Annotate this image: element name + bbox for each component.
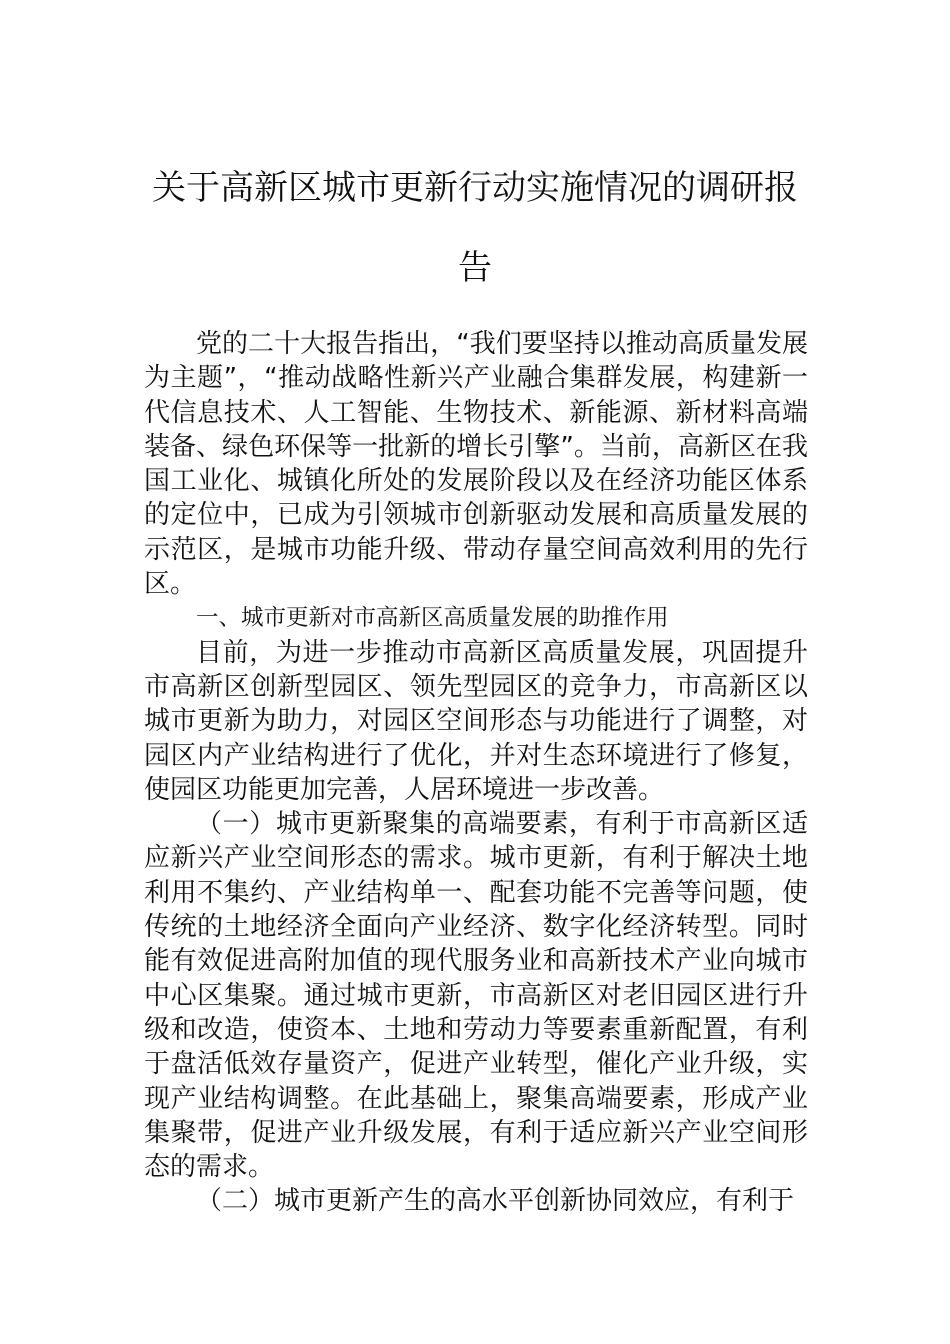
paragraph-subsection-2: （二）城市更新产生的高水平创新协同效应，有利于 — [196, 1186, 795, 1217]
paragraph-subsection-1: （一）城市更新聚集的高端要素，有利于市高新区适应新兴产业空间形态的需求。城市更新，有利于解决土地利用不集约、产业结构单一、配套功能不完善等问题，使传统的土地经济全面向产业经济、数字化经济转型。同时能有效促进高附加值的现代服务业和高新技术产业向城市中心区集聚。通过城市更新，市高新区对老旧园区进行升级和改造，使资本、土地和劳动力等要素重新配置，有利于盘活低效存量资产，促进产业转型，催化产业升级，实现产业结构调整。在此基础上，聚集高端要素，形成产业集聚带，促进产业升级发展，有利于适应新兴产业空间形态的需求。 — [144, 809, 808, 1183]
document-title: 关于高新区城市更新行动实施情况的调研报告 — [152, 168, 798, 288]
paragraph-section-1: 目前，为进一步推动市高新区高质量发展，巩固提升市高新区创新型园区、领先型园区的竞争力，市高新区以城市更新为助力，对园区空间形态与功能进行了调整，对园区内产业结构进行了优化，并对生态环境进行了修复，使园区功能更加完善，人居环境进一步改善。 — [144, 637, 808, 805]
document-body — [144, 327, 808, 1219]
paragraph-intro: 党的二十大报告指出，“我们要坚持以推动高质量发展为主题”，“推动战略性新兴产业融合集群发展，构建新一代信息技术、人工智能、生物技术、新能源、新材料高端装备、绿色环保等一批新的增长引擎”。当前，高新区在我国工业化、城镇化所处的发展阶段以及在经济功能区体系的定位中，已成为引领城市创新驱动发展和高质量发展的示范区，是城市功能升级、带动存量空间高效利用的先行区。 — [144, 329, 808, 600]
section-heading-1: 一、城市更新对市高新区高质量发展的助推作用 — [196, 605, 669, 632]
